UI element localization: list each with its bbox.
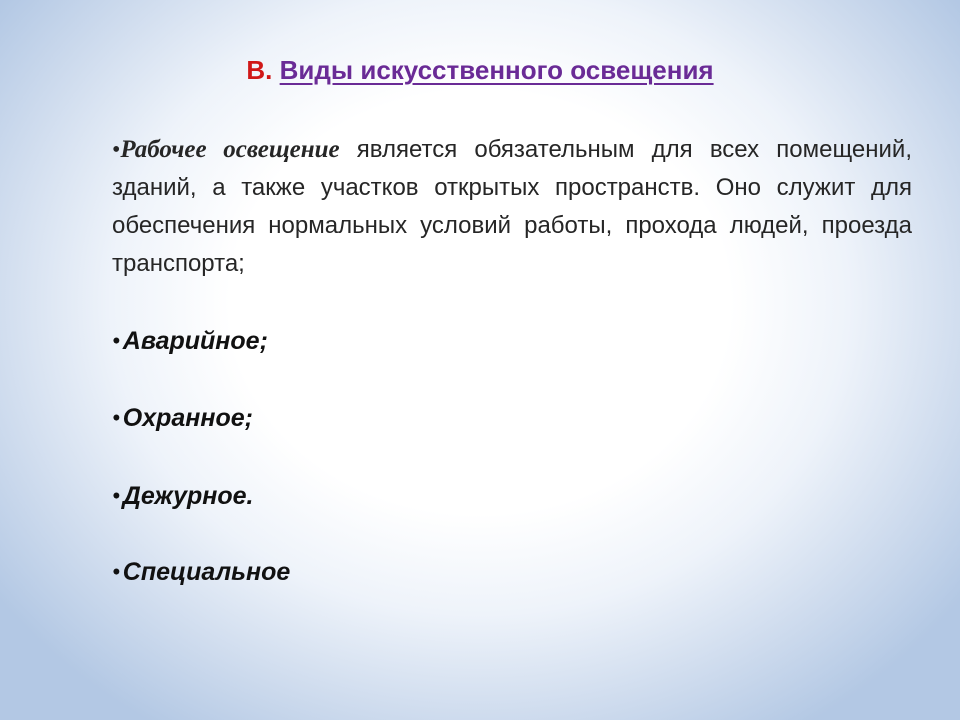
bullet-icon: • bbox=[112, 405, 121, 432]
bullet-icon: • bbox=[112, 483, 121, 510]
list-item-label: Дежурное. bbox=[122, 482, 254, 510]
bullet-icon: • bbox=[112, 137, 121, 163]
paragraph-text: является обязательным для всех помещений, зданий, а также участков открытых пространств. Оно служит для обеспечения нормальных условий работы, прохода людей, проезда транспорта; bbox=[112, 136, 912, 277]
bullet-icon: • bbox=[112, 328, 121, 355]
list-item-label: Аварийное; bbox=[122, 327, 268, 355]
working-lighting-paragraph bbox=[112, 131, 912, 283]
list-item-label: Охранное; bbox=[122, 404, 253, 432]
bullet-icon: • bbox=[112, 559, 121, 586]
list-item-label: Специальное bbox=[122, 558, 291, 586]
list-item-special bbox=[112, 553, 290, 592]
list-item-security bbox=[112, 399, 253, 438]
slide-title bbox=[0, 50, 960, 90]
title-prefix: В. bbox=[246, 55, 273, 85]
term-working-lighting: Рабочее освещение bbox=[120, 136, 340, 163]
list-item-emergency bbox=[112, 322, 268, 361]
title-heading: Виды искусственного освещения bbox=[279, 55, 714, 85]
list-item-duty bbox=[112, 477, 254, 516]
